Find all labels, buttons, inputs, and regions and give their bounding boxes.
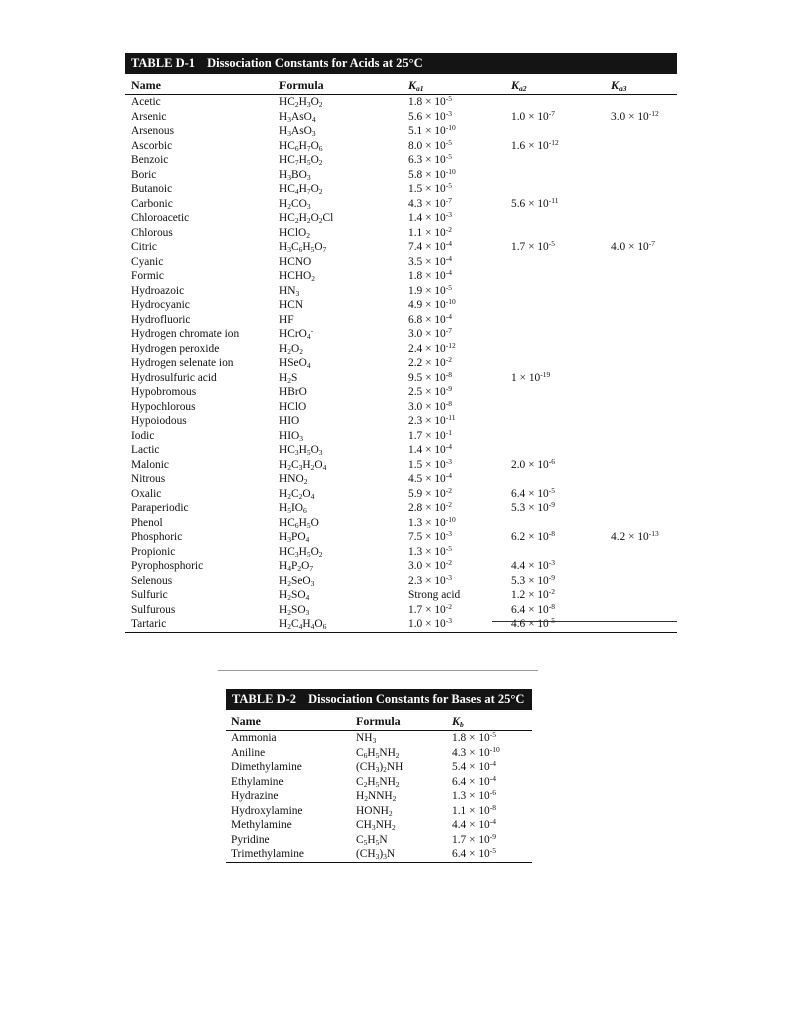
table-cell: $HC_3H_5O_3$ [279,444,323,457]
table-cell: Hydrosulfuric acid [131,371,217,384]
base-table-title: Dissociation Constants for Bases at 25°C [308,692,525,706]
table-row [125,255,677,270]
table-row [125,284,677,299]
table-cell: $H_4P_2O_7$ [279,560,314,573]
table-cell: $1.6 \times 10^{-12}$ [511,137,559,152]
table-cell: Hypoiodous [131,415,187,427]
table-cell: Arsenic [131,110,167,123]
table-cell: $1.2 \times 10^{-2}$ [511,587,555,601]
table-row [125,545,677,560]
table-cell: $1.8 \times 10^{-5}$ [408,94,452,108]
table-cell: HIO [279,415,300,427]
table-cell: $4.5 \times 10^{-4}$ [408,471,452,485]
column-header: $K_{a2}$ [511,78,527,93]
table-cell: $HIO_3$ [279,429,303,443]
table-cell: $4.4 \times 10^{-3}$ [511,558,555,572]
table-cell: $H_2C_2O_4$ [279,487,315,501]
table-row [125,487,677,502]
table-cell: $H_2S$ [279,371,298,385]
acid-table [125,53,677,633]
column-header: Name [231,714,261,728]
table-cell: $1.7 \times 10^{-9}$ [452,831,496,846]
base-table-body [226,731,532,862]
table-cell: Nitrous [131,473,166,485]
table-cell: Hydrocyanic [131,299,190,311]
table-cell: $1 \times 10^{-19}$ [511,369,551,384]
table-cell: $4.6 \times 10^{-5}$ [511,616,555,630]
table-row [125,429,677,444]
table-cell: $4.3 \times 10^{-10}$ [452,744,500,759]
table-cell: Selenous [131,574,173,587]
table-cell: $1.8 \times 10^{-4}$ [408,268,452,282]
table-cell: Phosphoric [131,531,183,543]
table-cell: $H_2C_3H_2O_4$ [279,458,327,472]
table-cell: $5.9 \times 10^{-2}$ [408,485,452,500]
table-cell: $(CH_3)_2NH$ [356,761,404,774]
table-cell: $2.2 \times 10^{-2}$ [408,355,452,369]
table-row [125,501,677,516]
table-cell: HCrO$_4$- [279,326,314,341]
table-cell: $5.3 \times 10^{-9}$ [511,572,555,587]
table-cell: $4.0 \times 10^{-7}$ [611,239,655,253]
table-cell: $HC_2H_3O_2$ [279,96,323,109]
table-cell: Ascorbic [131,139,173,152]
column-header: Formula [279,78,324,92]
table-row [125,298,677,313]
table-cell: Pyridine [231,833,270,846]
table-cell: $1.9 \times 10^{-5}$ [408,282,452,297]
table-row [125,530,677,545]
table-cell: $4.4 \times 10^{-4}$ [452,817,496,831]
table-cell: $6.3 \times 10^{-5}$ [408,152,452,166]
table-cell: $1.5 \times 10^{-5}$ [408,181,452,195]
table-cell: $5.6 \times 10^{-11}$ [511,195,559,210]
table-row [125,168,677,183]
table-cell: $1.3 \times 10^{-5}$ [408,543,452,558]
table-cell: $7.5 \times 10^{-3}$ [408,529,452,543]
table-cell: Malonic [131,458,169,471]
table-cell: Tartaric [131,618,167,630]
acid-table-body [125,95,677,632]
table-cell: $1.7 \times 10^{-2}$ [408,601,452,616]
table-cell: $2.0 \times 10^{-6}$ [511,456,555,471]
table-cell: Oxalic [131,487,162,500]
table-cell: Boric [131,168,157,181]
table-cell: $H_3PO_4$ [279,531,310,544]
table-cell: Hydrazine [231,790,279,802]
table-cell: HClO$_2$ [279,226,310,240]
table-row [125,414,677,429]
acid-table-number: TABLE D-1 [131,56,196,70]
table-cell: $1.4 \times 10^{-4}$ [408,442,452,456]
table-cell: $HC_3H_5O_2$ [279,545,323,559]
table-cell: Ethylamine [231,775,284,788]
table-cell: $3.0 \times 10^{-12}$ [611,108,659,123]
column-header: Formula [356,714,401,728]
column-header: $K_{a1}$ [408,78,424,93]
table-row [125,385,677,400]
table-row [125,617,677,632]
table-cell: $H_3BO_3$ [279,168,311,182]
table-cell: $1.7 \times 10^{-5}$ [511,239,555,253]
table-row [125,588,677,603]
table-cell: Iodic [131,429,155,442]
table-cell: $HC_2H_2O_2Cl$ [279,212,334,225]
acid-table-header [125,74,677,95]
table-row [125,559,677,574]
table-cell: Ammonia [231,732,277,744]
table-row [125,443,677,458]
table-cell: Acetic [131,96,161,108]
table-cell: $4.2 \times 10^{-13}$ [611,529,659,543]
table-cell: $H_2NNH_2$ [356,790,397,803]
table-cell: $HC_6H_7O_6$ [279,139,323,153]
table-cell: $6.2 \times 10^{-8}$ [511,529,555,543]
table-cell: $3.0 \times 10^{-7}$ [408,326,452,340]
table-row [125,139,677,154]
table-cell: $5.6 \times 10^{-3}$ [408,108,452,123]
table-row [125,110,677,125]
table-cell: $1.0 \times 10^{-7}$ [511,108,555,123]
table-cell: Aniline [231,746,266,759]
table-row [226,847,532,862]
section-separator [218,670,538,671]
table-cell: Citric [131,241,157,253]
table-cell: $HC_7H_5O_2$ [279,154,323,167]
table-cell: Hydrogen peroxide [131,342,220,355]
table-row [125,603,677,618]
table-cell: Cyanic [131,255,164,268]
table-row [226,746,532,761]
table-row [125,211,677,226]
column-header: $K_{a3}$ [611,78,627,93]
table-row [226,833,532,848]
table-cell: $8.0 \times 10^{-5}$ [408,137,452,152]
table-cell: $C_5H_5N$ [356,833,388,847]
table-cell: Hypobromous [131,386,197,398]
table-cell: $HC_6H_5O$ [279,516,319,530]
table-cell: $(CH_3)_3N$ [356,848,396,861]
base-table-number: TABLE D-2 [232,692,297,706]
table-cell: HBrO [279,386,307,398]
table-row [125,356,677,371]
acid-table-extra-rule [492,621,677,622]
table-cell: $1.8 \times 10^{-5}$ [452,730,496,744]
table-cell: $6.4 \times 10^{-8}$ [511,601,555,616]
table-row [226,804,532,819]
table-cell: HSeO$_4$ [279,357,311,370]
table-row [125,153,677,168]
table-cell: Strong acid [408,589,461,601]
table-cell: Dimethylamine [231,761,302,773]
table-row [226,775,532,790]
table-row [125,400,677,415]
table-cell: Benzoic [131,154,169,166]
table-cell: $H_2CO_3$ [279,197,311,211]
table-cell: $H_3AsO_3$ [279,125,316,138]
table-cell: $7.4 \times 10^{-4}$ [408,239,452,253]
table-row [125,574,677,589]
table-cell: $HC_4H_7O_2$ [279,183,323,196]
table-row [125,313,677,328]
table-cell: Phenol [131,516,163,529]
table-cell: $C_2H_5NH_2$ [356,775,400,789]
table-cell: HCN [279,299,304,311]
table-cell: $3.0 \times 10^{-2}$ [408,558,452,572]
base-table [226,689,532,863]
table-cell: $4.3 \times 10^{-7}$ [408,195,452,210]
table-cell: Hydroxylamine [231,804,303,817]
table-cell: Arsenous [131,125,175,137]
table-cell: $1.3 \times 10^{-6}$ [452,788,496,802]
base-table-bottom-rule [226,862,532,863]
table-row [125,226,677,241]
table-cell: $H_3AsO_4$ [279,110,316,124]
table-cell: $3.0 \times 10^{-8}$ [408,398,452,413]
table-row [125,182,677,197]
base-table-title-bar [226,689,532,710]
table-cell: $6.4 \times 10^{-5}$ [511,485,555,500]
acid-table-title: Dissociation Constants for Acids at 25°C [207,56,423,70]
table-cell: $HN_3$ [279,284,300,298]
table-cell: Hydroazoic [131,284,185,297]
table-cell: $5.8 \times 10^{-10}$ [408,166,456,181]
table-row [125,240,677,255]
table-cell: $6.8 \times 10^{-4}$ [408,311,452,326]
table-cell: $H_2SO_3$ [279,603,310,617]
table-cell: $1.1 \times 10^{-8}$ [452,802,496,817]
table-row [125,269,677,284]
table-cell: $H_3C_6H_5O_7$ [279,241,327,254]
table-cell: Butanoic [131,183,173,195]
table-cell: Formic [131,270,164,282]
table-cell: Pyrophosphoric [131,560,204,572]
table-cell: $H_5IO_6$ [279,502,307,515]
table-row [125,95,677,110]
table-cell: HClO [279,400,307,413]
table-row [125,516,677,531]
table-row [125,197,677,212]
acid-table-title-bar [125,53,677,74]
table-cell: Methylamine [231,819,292,831]
table-cell: $CH_3NH_2$ [356,819,396,832]
table-row [226,760,532,775]
table-cell: $2.5 \times 10^{-9}$ [408,384,452,398]
table-cell: $2.8 \times 10^{-2}$ [408,500,452,514]
table-row [125,327,677,342]
table-cell: $HONH_2$ [356,804,393,818]
acid-table-bottom-rule [125,632,677,633]
table-cell: $2.4 \times 10^{-12}$ [408,340,456,355]
table-cell: $4.9 \times 10^{-10}$ [408,297,456,311]
column-header: $K_b$ [452,714,464,729]
table-cell: $HCHO_2$ [279,270,316,283]
table-cell: Carbonic [131,197,173,210]
table-cell: Chloroacetic [131,212,190,224]
table-cell: Trimethylamine [231,848,304,860]
table-cell: Sulfuric [131,589,168,601]
table-cell: $5.4 \times 10^{-4}$ [452,759,496,773]
table-cell: Hydrogen selenate ion [131,357,234,369]
table-cell: $1.0 \times 10^{-3}$ [408,616,452,630]
table-cell: $H_2SeO_3$ [279,574,315,588]
table-cell: Hypochlorous [131,400,196,413]
base-table-header [226,710,532,731]
table-row [125,472,677,487]
table-cell: $5.3 \times 10^{-9}$ [511,500,555,514]
table-cell: $1.7 \times 10^{-1}$ [408,427,452,442]
table-cell: Paraperiodic [131,502,189,514]
table-row [125,124,677,139]
table-cell: Hydrofluoric [131,313,191,326]
table-cell: $1.4 \times 10^{-3}$ [408,210,452,224]
column-header: Name [131,78,161,92]
table-cell: $5.1 \times 10^{-10}$ [408,123,456,137]
table-cell: $H_2SO_4$ [279,589,310,602]
table-cell: $HNO_2$ [279,473,308,486]
table-row [125,342,677,357]
table-row [226,818,532,833]
table-cell: Hydrogen chromate ion [131,328,240,340]
table-cell: $1.1 \times 10^{-2}$ [408,224,452,239]
table-cell: $1.5 \times 10^{-3}$ [408,456,452,471]
table-cell: $H_2O_2$ [279,342,303,356]
table-row [125,371,677,386]
table-cell: $2.3 \times 10^{-3}$ [408,572,452,587]
table-cell: Sulfurous [131,603,176,616]
table-cell: $C_6H_5NH_2$ [356,746,400,760]
table-cell: Propionic [131,545,176,558]
table-cell: Lactic [131,444,160,456]
table-row [226,731,532,746]
table-cell: Chlorous [131,226,173,239]
table-row [125,458,677,473]
table-cell: $3.5 \times 10^{-4}$ [408,253,452,268]
table-cell: HCNO [279,255,312,268]
table-cell: $6.4 \times 10^{-4}$ [452,773,496,788]
table-cell: $2.3 \times 10^{-11}$ [408,413,456,427]
table-cell: HF [279,313,294,326]
table-cell: $NH_3$ [356,732,377,745]
table-cell: $6.4 \times 10^{-5}$ [452,846,496,860]
table-row [226,789,532,804]
table-cell: $H_2C_4H_4O_6$ [279,618,327,631]
table-cell: $9.5 \times 10^{-8}$ [408,369,452,384]
table-cell: $1.3 \times 10^{-10}$ [408,514,456,529]
